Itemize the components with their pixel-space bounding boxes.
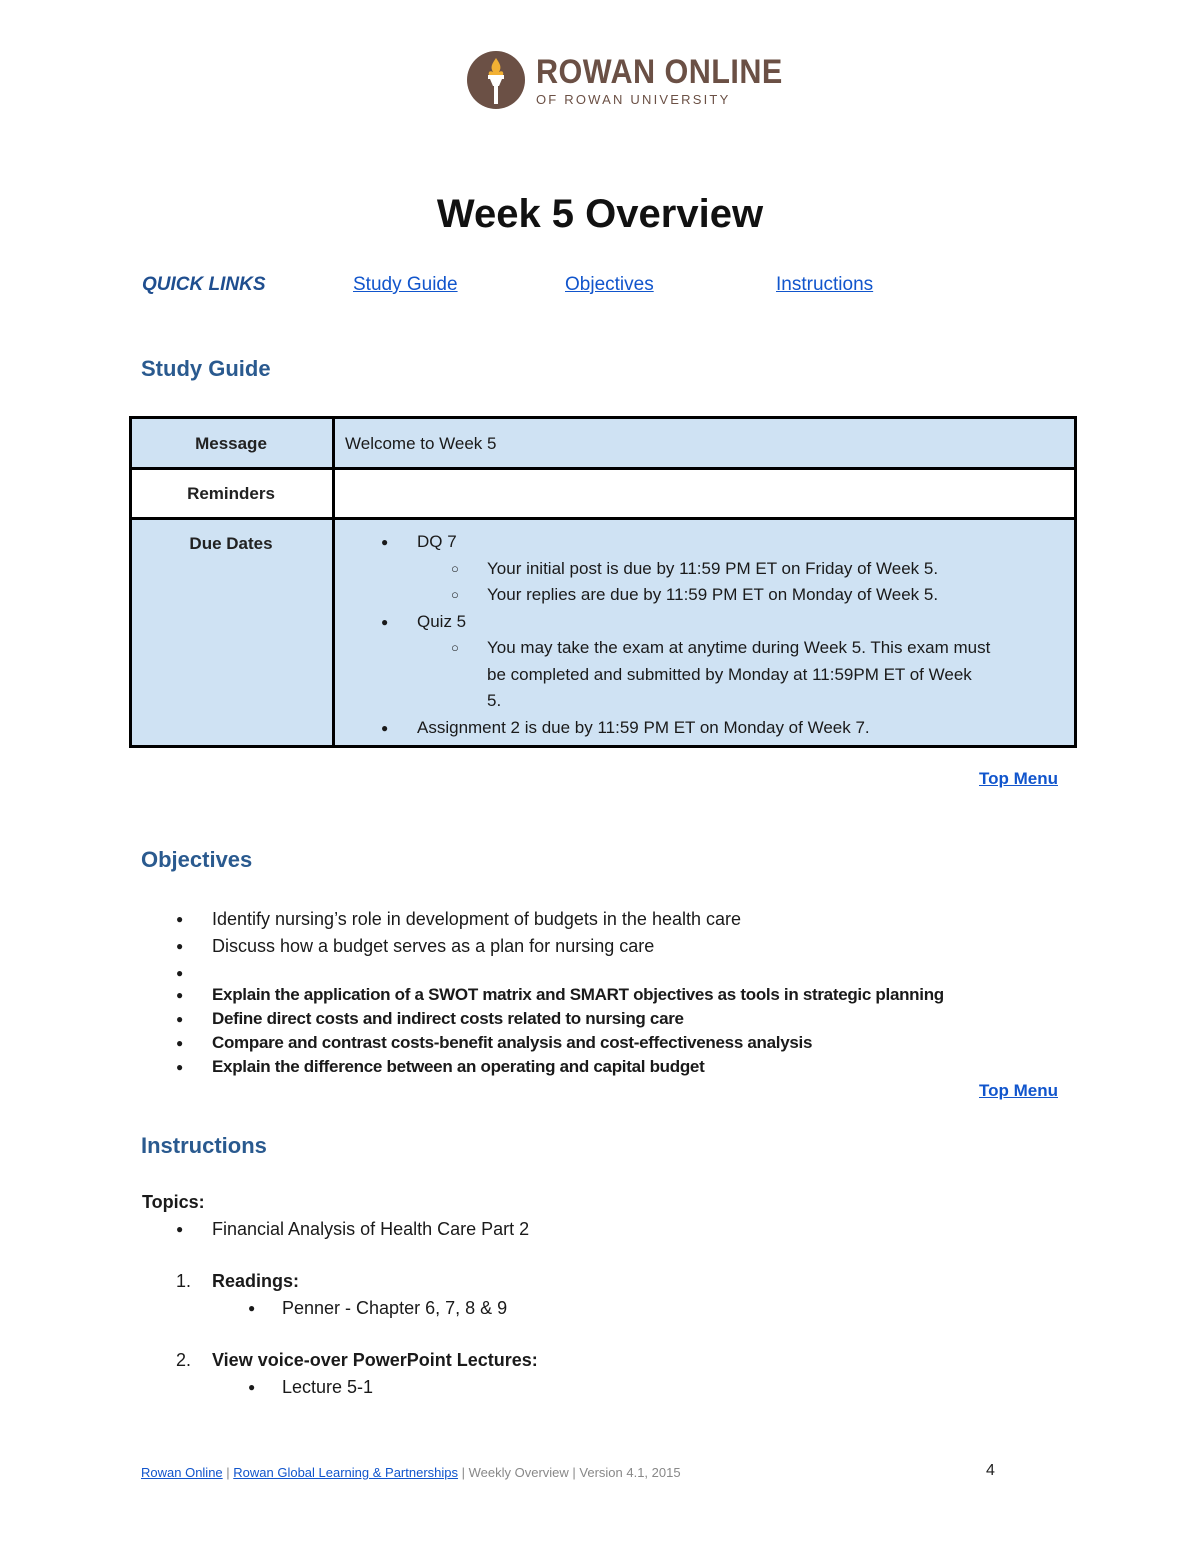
readings-step — [176, 1268, 300, 1294]
quick-links-label: QUICK LINKS — [142, 274, 266, 295]
list-item: ● Discuss how a budget serves as a plan for nursing care — [176, 933, 944, 960]
quick-link-objectives[interactable]: Objectives — [565, 274, 654, 295]
message-value: Welcome to Week 5 — [345, 434, 497, 453]
step-number: 1. — [176, 1271, 192, 1291]
list-item: ● Quiz 5 — [335, 609, 1074, 636]
page-number: 4 — [986, 1462, 995, 1479]
table-row-due-dates — [131, 519, 1076, 747]
top-menu-link[interactable]: Top Menu — [979, 769, 1058, 788]
page-title: Week 5 Overview — [436, 192, 764, 236]
quick-link-instructions[interactable]: Instructions — [776, 274, 874, 295]
top-menu-link[interactable]: Top Menu — [979, 1081, 1058, 1100]
footer-link-global-learning[interactable]: Rowan Global Learning & Partnerships — [233, 1465, 459, 1480]
footer-text: | Weekly Overview | Version 4.1, 2015 — [458, 1465, 681, 1480]
reminders-label: Reminders — [187, 484, 275, 503]
message-label-cell — [131, 418, 334, 469]
topic-text: Financial Analysis of Health Care Part 2 — [212, 1219, 530, 1239]
list-item: ○ Your replies are due by 11:59 PM ET on Monday of Week 5. — [335, 582, 1074, 609]
list-item — [176, 960, 944, 983]
list-item: ● Identify nursing’s role in development of budgets in the health care — [176, 906, 944, 933]
list-item: ● Explain the application of a SWOT matrix and SMART objectives as tools in strategic planning — [176, 983, 944, 1007]
list-item: ● Assignment 2 is due by 11:59 PM ET on Monday of Week 7. — [335, 715, 1074, 742]
reminders-value — [335, 470, 1074, 493]
lecture-item — [248, 1374, 373, 1400]
lectures-step — [176, 1347, 538, 1373]
readings-text: Penner - Chapter 6, 7, 8 & 9 — [282, 1298, 508, 1318]
due-dates-value-cell — [334, 519, 1076, 747]
list-item: ● DQ 7 — [335, 529, 1074, 556]
list-item: ● Explain the difference between an operating and capital budget — [176, 1055, 944, 1079]
list-item: ○ Your initial post is due by 11:59 PM ET on Friday of Week 5. — [335, 556, 1074, 583]
objectives-heading: Objectives — [141, 847, 253, 872]
readings-label: Readings: — [212, 1271, 300, 1291]
list-item: ● Compare and contrast costs-benefit analysis and cost-effectiveness analysis — [176, 1031, 944, 1055]
list-item: ● Define direct costs and indirect costs related to nursing care — [176, 1007, 944, 1031]
footer-link-rowan-online[interactable]: Rowan Online — [141, 1465, 223, 1480]
rowan-online-logo — [466, 50, 783, 114]
due-dates-label: Due Dates — [189, 534, 273, 553]
study-guide-heading: Study Guide — [141, 356, 271, 381]
reminders-label-cell — [131, 469, 334, 519]
list-item: ○ You may take the exam at anytime during Week 5. This exam must — [335, 635, 1074, 662]
topic-item — [176, 1216, 529, 1242]
footer-separator: | — [222, 1465, 234, 1480]
table-row-reminders — [131, 469, 1076, 519]
step-number: 2. — [176, 1350, 192, 1370]
list-item-continuation: be completed and submitted by Monday at 11:59PM ET of Week — [487, 664, 972, 684]
footer — [141, 1464, 681, 1482]
readings-item — [248, 1295, 507, 1321]
list-item-continuation: 5. — [487, 691, 502, 710]
instructions-heading: Instructions — [141, 1133, 267, 1158]
lectures-label: View voice-over PowerPoint Lectures: — [212, 1350, 538, 1370]
due-dates-label-cell — [131, 519, 334, 747]
bullet-icon: ● — [176, 1222, 184, 1236]
lecture-text: Lecture 5-1 — [282, 1377, 374, 1397]
study-guide-table — [129, 416, 1077, 748]
bullet-icon: ● — [248, 1301, 256, 1315]
logo-title: ROWAN ONLINE — [536, 53, 783, 91]
message-value-cell — [334, 418, 1076, 469]
bullet-icon: ● — [248, 1380, 256, 1394]
objectives-list — [176, 906, 944, 1079]
logo-subtitle: OF ROWAN UNIVERSITY — [536, 92, 731, 107]
message-label: Message — [195, 434, 267, 453]
reminders-value-cell — [334, 469, 1076, 519]
torch-icon — [466, 50, 526, 110]
quick-link-study-guide[interactable]: Study Guide — [353, 274, 458, 295]
due-dates-list — [335, 520, 1074, 745]
topics-label: Topics: — [142, 1192, 205, 1212]
table-row-message — [131, 418, 1076, 469]
